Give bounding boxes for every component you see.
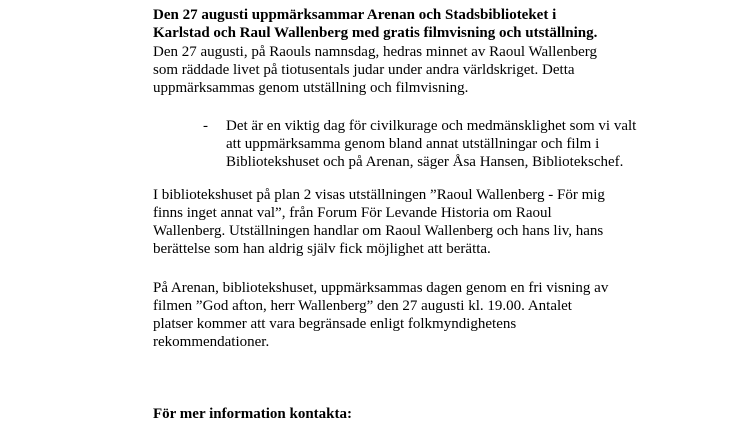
paragraph-line: uppmärksammas genom utställning och filmvisning. [153, 80, 469, 96]
paragraph-line: platser kommer att vara begränsade enligt folkmyndighetens [153, 316, 517, 332]
screening-paragraph [153, 279, 623, 351]
bullet-line: Bibliotekshuset och på Arenan, säger Åsa Hansen, Bibliotekschef. [226, 154, 624, 170]
press-release-heading [153, 6, 623, 42]
heading-line: Karlstad och Raul Wallenberg med gratis filmvisning och utställning. [153, 25, 598, 41]
exhibition-paragraph [153, 186, 623, 258]
intro-paragraph [153, 43, 623, 97]
paragraph-line: Wallenberg. Utställningen handlar om Raoul Wallenberg och hans liv, hans [153, 223, 604, 239]
paragraph-line: finns inget annat val”, från Forum För Levande Historia om Raoul [153, 205, 552, 221]
bullet-marker: - [203, 118, 208, 134]
contact-heading: För mer information kontakta: [153, 406, 353, 422]
paragraph-line: Den 27 augusti, på Raouls namnsdag, hedras minnet av Raoul Wallenberg [153, 44, 597, 60]
paragraph-line: I bibliotekshuset på plan 2 visas utställningen ”Raoul Wallenberg - För mig [153, 187, 605, 203]
bullet-line: att uppmärksamma genom bland annat utställningar och film i [226, 136, 600, 152]
paragraph-line: rekommendationer. [153, 334, 270, 350]
paragraph-line: På Arenan, bibliotekshuset, uppmärksammas dagen genom en fri visning av [153, 280, 609, 296]
bullet-text [226, 117, 637, 171]
paragraph-line: berättelse som han aldrig själv fick möjlighet att berätta. [153, 241, 491, 257]
bullet-line: Det är en viktig dag för civilkurage och medmänsklighet som vi valt [226, 118, 637, 134]
heading-line: Den 27 augusti uppmärksammar Arenan och Stadsbiblioteket i [153, 7, 557, 23]
paragraph-line: filmen ”God afton, herr Wallenberg” den 27 augusti kl. 19.00. Antalet [153, 298, 572, 314]
paragraph-line: som räddade livet på tiotusentals judar under andra världskriget. Detta [153, 62, 575, 78]
